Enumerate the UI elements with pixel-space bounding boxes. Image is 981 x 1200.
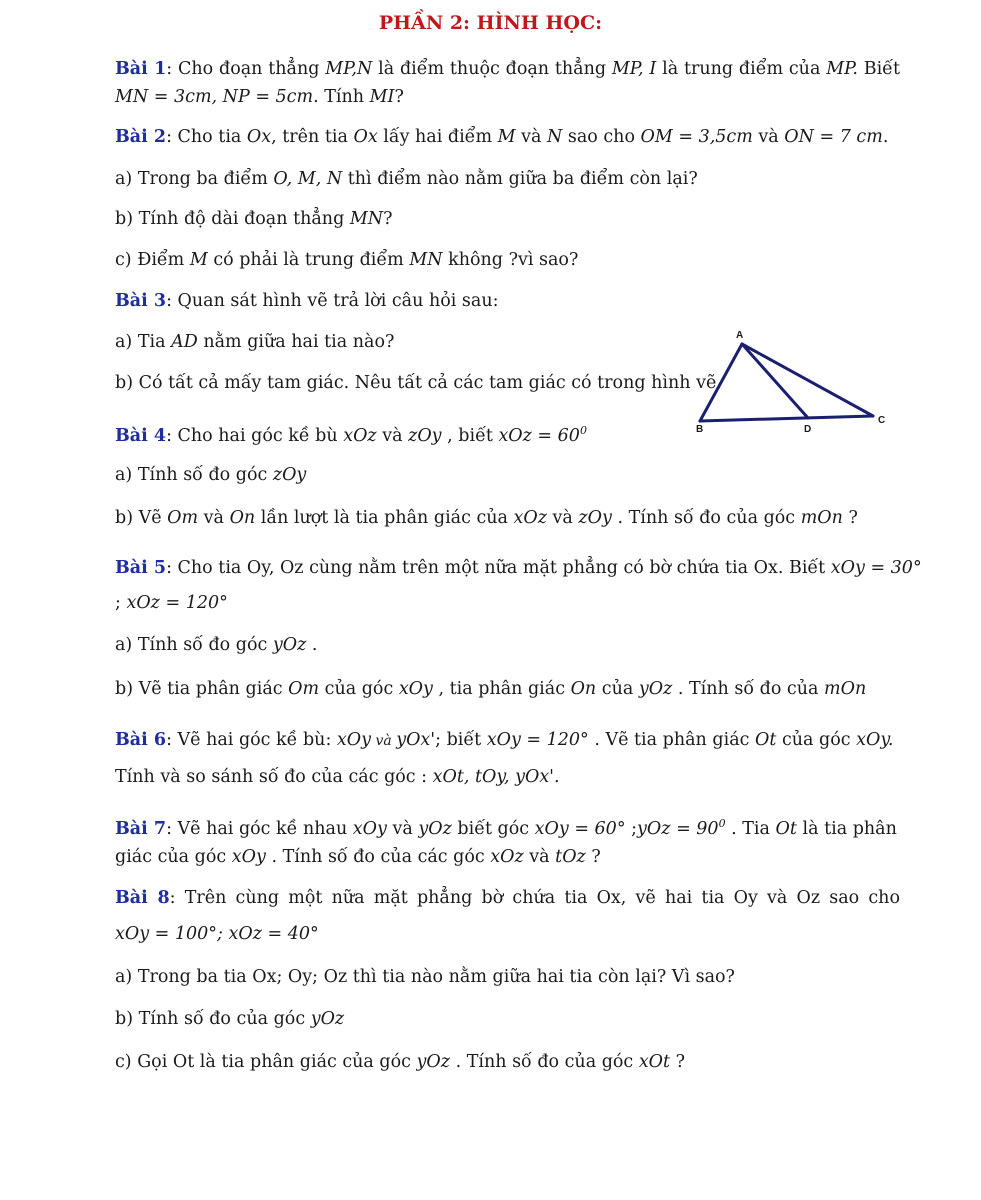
- bai5-line1: Bài 5: Cho tia Oy, Oz cùng nằm trên một nữa mặt phẳng có bờ chứa tia Ox. Biết xOy = 30°: [115, 558, 922, 578]
- bai6-line1: Bài 6: Vẽ hai góc kề bù: xOy và yOx'; biết xOy = 120° . Vẽ tia phân giác Ot của góc xOy.: [115, 730, 894, 750]
- bai5-label: Bài 5: [115, 558, 167, 578]
- bai7-label: Bài 7: [115, 818, 167, 839]
- bai6-label: Bài 6: [115, 730, 167, 750]
- bai6-line2: Tính và so sánh số đo của các góc : xOt, tOy, yOx'.: [115, 767, 560, 787]
- bai4-a: a) Tính số đo góc zOy: [115, 465, 307, 485]
- bai5-b: b) Vẽ tia phân giác Om của góc xOy , tia phân giác On của yOz . Tính số đo của mOn: [115, 679, 867, 699]
- point-label-a: A: [736, 330, 744, 341]
- bai8-a: a) Trong ba tia Ox; Oy; Oz thì tia nào nằm giữa hai tia còn lại? Vì sao?: [115, 967, 735, 987]
- bai7-line2: giác của góc xOy . Tính số đo của các góc xOz và tOz ?: [115, 847, 601, 867]
- segment-ad: [742, 344, 808, 418]
- bai8-label: Bài 8: [115, 888, 170, 908]
- bai5-a: a) Tính số đo góc yOz .: [115, 635, 318, 655]
- bai4-b: b) Vẽ Om và On lần lượt là tia phân giác của xOz và zOy . Tính số đo của góc mOn ?: [115, 508, 858, 528]
- bai2-b: b) Tính độ dài đoạn thẳng MN?: [115, 209, 393, 229]
- segment-ab: [700, 344, 742, 421]
- bai2-label: Bài 2: [115, 127, 167, 147]
- bai7-line1: Bài 7: Vẽ hai góc kề nhau xOy và yOz biết góc xOy = 60° ;yOz = $90^0$ . Tia Ot là tia phân: [115, 817, 897, 839]
- bai2-line1: Bài 2: Cho tia Ox, trên tia Ox lấy hai điểm M và N sao cho OM = 3,5cm và ON = 7 cm.: [115, 127, 889, 147]
- triangle-figure: [690, 328, 900, 438]
- bai1-label: Bài 1: [115, 59, 167, 79]
- bai3-a: a) Tia AD nằm giữa hai tia nào?: [115, 332, 395, 352]
- bai3-b: b) Có tất cả mấy tam giác. Nêu tất cả các tam giác có trong hình vẽ.: [115, 373, 722, 393]
- point-label-c: C: [878, 415, 886, 426]
- bai8-b: b) Tính số đo của góc yOz: [115, 1009, 345, 1029]
- bai8-line1: Bài 8: Trên cùng một nữa mặt phẳng bờ chứa tia Ox, vẽ hai tia Oy và Oz sao cho: [115, 888, 900, 908]
- bai2-a: a) Trong ba điểm O, M, N thì điểm nào nằm giữa ba điểm còn lại?: [115, 169, 698, 189]
- bai5-line2: ; xOz = 120°: [115, 593, 228, 613]
- point-label-d: D: [804, 424, 812, 435]
- segment-ac: [742, 344, 873, 416]
- point-label-b: B: [696, 424, 704, 435]
- bai1-line1: Bài 1: Cho đoạn thẳng MP,N là điểm thuộc đoạn thẳng MP, I là trung điểm của MP. Biết: [115, 59, 900, 79]
- bai2-c: c) Điểm M có phải là trung điểm MN không ?vì sao?: [115, 250, 579, 270]
- segment-bc: [700, 416, 873, 421]
- bai8-c: c) Gọi Ot là tia phân giác của góc yOz . Tính số đo của góc xOt ?: [115, 1052, 686, 1072]
- bai3-label: Bài 3: [115, 291, 167, 311]
- bai1-line2: MN = 3cm, NP = 5cm. Tính MI?: [115, 87, 404, 107]
- bai8-line2: xOy = 100°; xOz = 40°: [115, 924, 319, 944]
- section-title: PHẦN 2: HÌNH HỌC:: [378, 12, 603, 34]
- bai4-label: Bài 4: [115, 425, 167, 446]
- bai3-line: Bài 3: Quan sát hình vẽ trả lời câu hỏi sau:: [115, 291, 499, 311]
- bai4-line: Bài 4: Cho hai góc kề bù xOz và zOy , biết xOz = $60^0$: [115, 424, 587, 446]
